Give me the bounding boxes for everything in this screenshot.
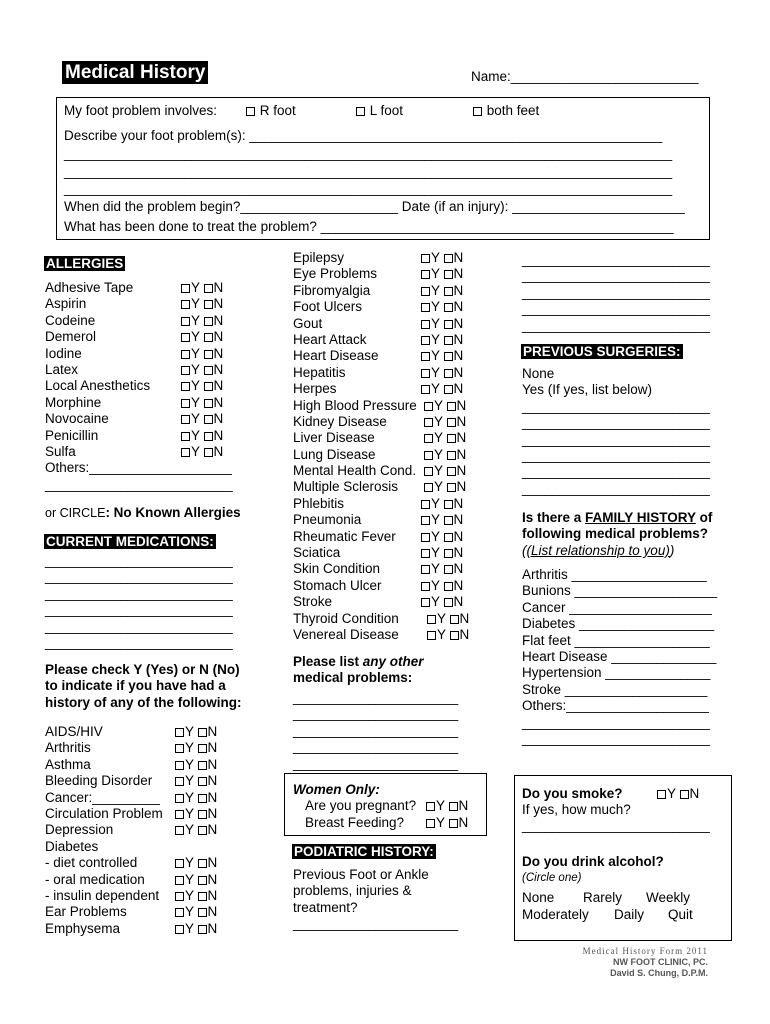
- check-instructions: Please check Y (Yes) or N (No) to indicate if you have had a history of any of the following:: [45, 662, 242, 710]
- problem-began-field[interactable]: When did the problem begin?_____________________ Date (if an injury): _______________________: [64, 199, 685, 214]
- describe-line[interactable]: _________________________________________________________________________________: [64, 181, 673, 196]
- list-item: Stroke Y N: [293, 594, 464, 610]
- r-foot-option[interactable]: R foot: [246, 103, 296, 118]
- list-item: Lung Disease Y N: [293, 446, 467, 462]
- checkbox[interactable]: [198, 925, 207, 934]
- checkbox[interactable]: [198, 810, 207, 819]
- checkbox[interactable]: [421, 598, 430, 607]
- describe-line[interactable]: _________________________________________________________________________________: [64, 164, 673, 179]
- list-item: AIDS/HIV Y N: [45, 724, 218, 739]
- medication-line[interactable]: _________________________: [45, 585, 233, 601]
- family-item[interactable]: Stroke ___________________: [522, 681, 708, 697]
- list-item: Adhesive Tape Y N: [45, 280, 224, 295]
- checkbox[interactable]: [198, 859, 207, 868]
- family-item[interactable]: Cancer ___________________: [522, 599, 712, 615]
- no-known-allergies[interactable]: or CIRCLE: No Known Allergies: [45, 505, 241, 520]
- checkbox[interactable]: [181, 432, 190, 441]
- checkbox[interactable]: [421, 270, 430, 279]
- list-item: Pneumonia Y N: [293, 512, 464, 528]
- extra-conditions-lines: [522, 252, 710, 334]
- list-item: Emphysema Y N: [45, 920, 218, 936]
- checkbox[interactable]: [204, 382, 213, 391]
- foot-involves-label: My foot problem involves:: [64, 103, 218, 118]
- checkbox[interactable]: [198, 908, 207, 917]
- checkbox[interactable]: [198, 892, 207, 901]
- smoke-how-much: If yes, how much?: [522, 802, 631, 817]
- other-problems-heading: Please list any other medical problems:: [293, 654, 424, 686]
- checkbox[interactable]: [421, 533, 430, 542]
- family-item[interactable]: Hypertension ______________: [522, 665, 711, 681]
- both-feet-checkbox[interactable]: [473, 107, 482, 116]
- checkbox[interactable]: [181, 399, 190, 408]
- allergies-others-line[interactable]: _________________________: [45, 476, 233, 492]
- list-item: Thyroid Condition Y N: [293, 610, 470, 626]
- checkbox[interactable]: [449, 802, 458, 811]
- r-foot-checkbox[interactable]: [246, 107, 255, 116]
- checkbox[interactable]: [175, 794, 184, 803]
- medication-line[interactable]: _________________________: [45, 602, 233, 618]
- surgeries-options: [522, 366, 710, 497]
- family-history-hint: ((List relationship to you)): [522, 543, 675, 558]
- list-item: Liver Disease Y N: [293, 430, 467, 446]
- checkbox[interactable]: [424, 483, 433, 492]
- list-item: Latex Y N: [45, 361, 224, 377]
- family-line[interactable]: _________________________: [522, 730, 710, 746]
- checkbox[interactable]: [175, 859, 184, 868]
- checkbox[interactable]: [181, 284, 190, 293]
- checkbox[interactable]: [421, 369, 430, 378]
- other-problems-lines: [293, 690, 458, 772]
- alcohol-option[interactable]: Quit: [668, 907, 693, 922]
- checkbox[interactable]: [181, 333, 190, 342]
- list-item: Sulfa Y N: [45, 443, 224, 459]
- extra-line[interactable]: _________________________: [522, 252, 710, 267]
- family-item[interactable]: Heart Disease ______________: [522, 648, 717, 664]
- checkbox[interactable]: [175, 761, 184, 770]
- checkbox[interactable]: [181, 415, 190, 424]
- describe-problem-field[interactable]: Describe your foot problem(s): _______________________________________________________: [64, 128, 663, 143]
- list-item: Novocaine Y N: [45, 411, 224, 427]
- checkbox[interactable]: [421, 320, 430, 329]
- surgeries-none[interactable]: None: [522, 366, 555, 381]
- checkbox[interactable]: [175, 876, 184, 885]
- checkbox[interactable]: [424, 451, 433, 460]
- checkbox[interactable]: [447, 483, 456, 492]
- checkbox[interactable]: [444, 336, 453, 345]
- medications-lines: [45, 553, 233, 651]
- smoke-row: Do you smoke? Y N: [522, 786, 700, 801]
- checkbox[interactable]: [424, 434, 433, 443]
- checkbox[interactable]: [421, 385, 430, 394]
- family-item[interactable]: Diabetes __________________: [522, 616, 715, 632]
- checkbox[interactable]: [198, 728, 207, 737]
- checkbox[interactable]: [175, 728, 184, 737]
- checkbox[interactable]: [444, 303, 453, 312]
- checkbox[interactable]: [421, 336, 430, 345]
- alcohol-option[interactable]: Rarely: [583, 890, 623, 905]
- other-problem-line[interactable]: ______________________: [293, 722, 459, 738]
- checkbox[interactable]: [444, 270, 453, 279]
- checkbox[interactable]: [444, 582, 453, 591]
- family-line[interactable]: _________________________: [522, 714, 710, 730]
- checkbox[interactable]: [424, 402, 433, 411]
- conditions-checklist: [293, 250, 493, 643]
- checkbox[interactable]: [204, 448, 213, 457]
- checkbox[interactable]: [181, 448, 190, 457]
- checkbox[interactable]: [444, 254, 453, 263]
- checkbox[interactable]: [204, 350, 213, 359]
- checkbox[interactable]: [198, 777, 207, 786]
- checkbox[interactable]: [421, 254, 430, 263]
- alcohol-question: Do you drink alcohol?: [522, 854, 664, 869]
- surgery-line[interactable]: _________________________: [522, 480, 710, 496]
- alcohol-option[interactable]: None: [522, 890, 555, 905]
- checkbox[interactable]: [204, 366, 213, 375]
- list-item: Ear Problems Y N: [45, 904, 218, 920]
- checkbox[interactable]: [198, 794, 207, 803]
- breast-feeding-row: Breast Feeding? Y N: [305, 815, 469, 830]
- checkbox[interactable]: [427, 615, 436, 624]
- checkbox[interactable]: [426, 802, 435, 811]
- checkbox[interactable]: [447, 402, 456, 411]
- list-item: Eye Problems Y N: [293, 266, 464, 282]
- checkbox[interactable]: [421, 287, 430, 296]
- surgeries-yes[interactable]: Yes (If yes, list below): [522, 382, 653, 398]
- form-footer: Medical History Form 2011 NW FOOT CLINIC, PC. David S. Chung, D.P.M.: [582, 946, 708, 978]
- checkbox[interactable]: [444, 320, 453, 329]
- list-item: Morphine Y N: [45, 394, 224, 410]
- list-item: Epilepsy Y N: [293, 250, 464, 265]
- family-item[interactable]: Others:___________________: [522, 698, 709, 714]
- surgery-line[interactable]: _________________________: [522, 464, 710, 480]
- allergies-heading: ALLERGIES: [46, 256, 124, 271]
- pregnant-row: Are you pregnant? Y N: [305, 798, 469, 813]
- alcohol-option[interactable]: Weekly: [646, 890, 691, 905]
- checkbox[interactable]: [198, 744, 207, 753]
- family-item[interactable]: Bunions ___________________: [522, 583, 718, 599]
- medication-line[interactable]: _________________________: [45, 634, 233, 650]
- checkbox[interactable]: [421, 303, 430, 312]
- extra-line[interactable]: _________________________: [522, 317, 710, 333]
- checkbox[interactable]: [444, 516, 453, 525]
- surgery-line[interactable]: _________________________: [522, 431, 710, 447]
- checkbox[interactable]: [444, 533, 453, 542]
- checkbox[interactable]: [204, 415, 213, 424]
- checkbox[interactable]: [447, 418, 456, 427]
- list-item: Arthritis Y N: [45, 740, 218, 756]
- both-feet-option[interactable]: both feet: [473, 103, 539, 118]
- list-item: Codeine Y N: [45, 312, 224, 328]
- alcohol-option[interactable]: Moderately: [522, 907, 589, 922]
- checkbox[interactable]: [444, 565, 453, 574]
- list-item: - diet controlled Y N: [45, 855, 218, 871]
- checkbox[interactable]: [424, 467, 433, 476]
- checkbox[interactable]: [657, 790, 666, 799]
- list-item: Mental Health Cond. Y N: [293, 463, 467, 479]
- checkbox[interactable]: [427, 631, 436, 640]
- checkbox[interactable]: [421, 549, 430, 558]
- family-history-question: Is there a FAMILY HISTORY of following medical problems?: [522, 510, 713, 542]
- checkbox[interactable]: [426, 819, 435, 828]
- checkbox[interactable]: [680, 790, 689, 799]
- checkbox[interactable]: [181, 350, 190, 359]
- checkbox[interactable]: [204, 300, 213, 309]
- list-item: Skin Condition Y N: [293, 561, 464, 577]
- checkbox[interactable]: [444, 598, 453, 607]
- list-item: Sciatica Y N: [293, 545, 464, 561]
- other-problem-line[interactable]: ______________________: [293, 739, 459, 755]
- alcohol-hint: (Circle one): [522, 872, 582, 884]
- list-item: Foot Ulcers Y N: [293, 299, 464, 315]
- list-item: Gout Y N: [293, 315, 464, 331]
- checkbox[interactable]: [175, 744, 184, 753]
- list-item: Iodine Y N: [45, 345, 224, 361]
- treatment-field[interactable]: What has been done to treat the problem? _______________________________________________: [64, 219, 674, 234]
- family-item[interactable]: Arthritis __________________: [522, 567, 707, 582]
- current-medications-heading: CURRENT MEDICATIONS:: [46, 534, 214, 549]
- extra-line[interactable]: _________________________: [522, 284, 710, 300]
- other-problem-line[interactable]: ______________________: [293, 706, 459, 722]
- list-item: Venereal Disease Y N: [293, 626, 470, 642]
- describe-line[interactable]: _________________________________________________________________________________: [64, 146, 673, 161]
- list-item: Fibromyalgia Y N: [293, 282, 464, 298]
- medication-line[interactable]: _________________________: [45, 569, 233, 585]
- list-item: Aspirin Y N: [45, 296, 224, 312]
- checkbox[interactable]: [175, 826, 184, 835]
- checkbox[interactable]: [204, 284, 213, 293]
- list-item: Multiple Sclerosis Y N: [293, 479, 467, 495]
- checkbox[interactable]: [449, 819, 458, 828]
- checkbox[interactable]: [204, 399, 213, 408]
- list-item: Kidney Disease Y N: [293, 413, 467, 429]
- checkbox[interactable]: [421, 500, 430, 509]
- previous-surgeries-heading: PREVIOUS SURGERIES:: [523, 344, 681, 359]
- medication-line[interactable]: _________________________: [45, 618, 233, 634]
- list-item: Phlebitis Y N: [293, 495, 464, 511]
- page-title: Medical History: [62, 62, 208, 84]
- l-foot-option[interactable]: L foot: [356, 103, 403, 118]
- smoke-amount-line[interactable]: _________________________: [522, 818, 710, 833]
- checkbox[interactable]: [447, 434, 456, 443]
- podiatric-line[interactable]: ______________________: [293, 916, 459, 932]
- list-item: Local Anesthetics Y N: [45, 378, 224, 394]
- checkbox[interactable]: [444, 352, 453, 361]
- checkbox[interactable]: [204, 333, 213, 342]
- checkbox[interactable]: [175, 892, 184, 901]
- medication-line[interactable]: _________________________: [45, 553, 233, 568]
- checkbox[interactable]: [175, 925, 184, 934]
- family-item[interactable]: Flat feet __________________: [522, 632, 710, 648]
- list-item: Stomach Ulcer Y N: [293, 577, 464, 593]
- name-field[interactable]: Name:_________________________: [471, 69, 699, 84]
- other-problem-line[interactable]: ______________________: [293, 690, 459, 705]
- checkbox[interactable]: [204, 432, 213, 441]
- checkbox[interactable]: [181, 317, 190, 326]
- checkbox[interactable]: [175, 810, 184, 819]
- women-only-heading: Women Only:: [293, 782, 380, 797]
- list-item: Bleeding Disorder Y N: [45, 773, 218, 789]
- list-item: Depression Y N: [45, 822, 218, 838]
- surgery-line[interactable]: _________________________: [522, 398, 710, 414]
- podiatric-history-heading: PODIATRIC HISTORY:: [294, 844, 434, 859]
- list-item: Penicillin Y N: [45, 427, 224, 443]
- list-item: - insulin dependent Y N: [45, 887, 218, 903]
- checkbox[interactable]: [198, 876, 207, 885]
- list-item: Herpes Y N: [293, 381, 464, 397]
- checkbox[interactable]: [450, 615, 459, 624]
- checkbox[interactable]: [198, 826, 207, 835]
- list-item: Cancer:_________ Y N: [45, 789, 218, 805]
- list-item: High Blood Pressure Y N: [293, 397, 467, 413]
- surgery-line[interactable]: _________________________: [522, 447, 710, 463]
- history-checklist: [45, 724, 250, 937]
- allergies-list: [45, 280, 250, 493]
- checkbox[interactable]: [450, 631, 459, 640]
- list-item: Rheumatic Fever Y N: [293, 528, 464, 544]
- checkbox[interactable]: [421, 582, 430, 591]
- l-foot-checkbox[interactable]: [356, 107, 365, 116]
- checkbox[interactable]: [175, 777, 184, 786]
- checkbox[interactable]: [175, 908, 184, 917]
- checkbox[interactable]: [444, 369, 453, 378]
- podiatric-question: Previous Foot or Ankle problems, injuries & treatment? ______________________: [293, 867, 459, 932]
- checkbox[interactable]: [444, 549, 453, 558]
- list-item: Heart Attack Y N: [293, 331, 464, 347]
- family-history-list: [522, 567, 717, 747]
- list-item: Heart Disease Y N: [293, 348, 464, 364]
- checkbox[interactable]: [204, 317, 213, 326]
- allergies-others-field[interactable]: Others:___________________: [45, 460, 232, 476]
- extra-line[interactable]: _________________________: [522, 301, 710, 317]
- list-item: Diabetes: [45, 838, 99, 854]
- list-item: Asthma Y N: [45, 756, 218, 772]
- checkbox[interactable]: [421, 516, 430, 525]
- checkbox[interactable]: [447, 451, 456, 460]
- checkbox[interactable]: [444, 385, 453, 394]
- extra-line[interactable]: _________________________: [522, 268, 710, 284]
- checkbox[interactable]: [181, 300, 190, 309]
- checkbox[interactable]: [198, 761, 207, 770]
- list-item: Circulation Problem Y N: [45, 805, 218, 821]
- checkbox[interactable]: [424, 418, 433, 427]
- surgery-line[interactable]: _________________________: [522, 415, 710, 431]
- other-problem-line[interactable]: ______________________: [293, 755, 459, 771]
- checkbox[interactable]: [444, 500, 453, 509]
- checkbox[interactable]: [444, 287, 453, 296]
- checkbox[interactable]: [421, 565, 430, 574]
- checkbox[interactable]: [447, 467, 456, 476]
- list-item: Demerol Y N: [45, 329, 224, 345]
- checkbox[interactable]: [181, 366, 190, 375]
- list-item: - oral medication Y N: [45, 871, 218, 887]
- checkbox[interactable]: [181, 382, 190, 391]
- alcohol-option[interactable]: Daily: [614, 907, 645, 922]
- list-item: Hepatitis Y N: [293, 364, 464, 380]
- checkbox[interactable]: [421, 352, 430, 361]
